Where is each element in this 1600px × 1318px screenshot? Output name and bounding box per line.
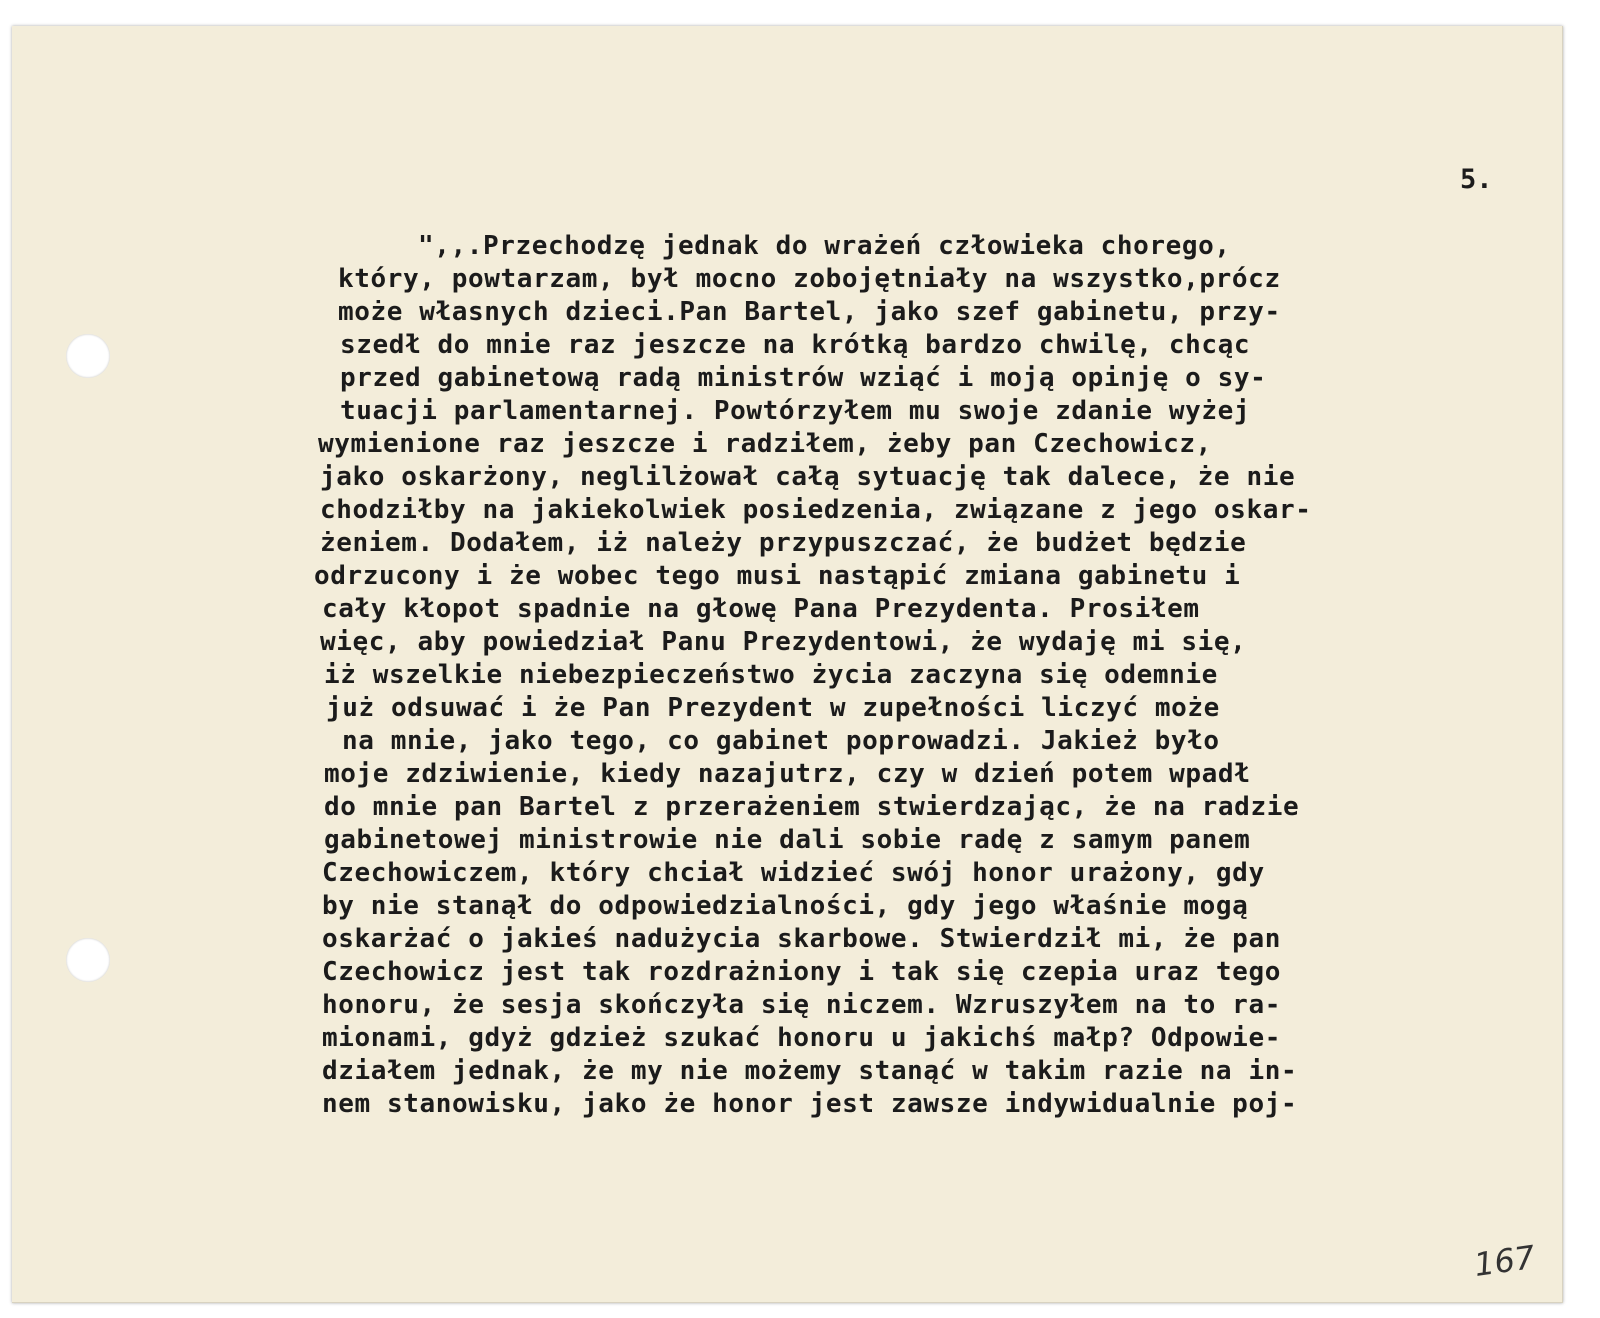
archive-folio-number: 167 [1471,1237,1538,1285]
text-line: honoru, że sesja skończyła się niczem. Wzruszyłem na to ra- [322,990,1281,1020]
text-line: już odsuwać i że Pan Prezydent w zupełności liczyć może [326,693,1220,723]
text-line: nem stanowisku, jako że honor jest zawsze indywidualnie poj- [322,1089,1298,1119]
text-line: iż wszelkie niebezpieczeństwo życia zaczyna się odemnie [324,660,1218,690]
text-line: na mnie, jako tego, co gabinet poprowadzi. Jakież było [342,726,1220,756]
text-line: Czechowiczem, który chciał widzieć swój honor urażony, gdy [322,858,1265,888]
text-line: przed gabinetową radą ministrów wziąć i moją opinję o sy- [340,363,1267,393]
text-line: ",,.Przechodzę jednak do wrażeń człowieka chorego, [418,231,1231,261]
text-line: by nie stanął do odpowiedzialności, gdy jego właśnie mogą [322,891,1249,921]
typewritten-page [12,26,1563,1303]
text-line: gabinetowej ministrowie nie dali sobie radę z samym panem [324,825,1251,855]
page-number: 5. [1460,164,1493,195]
text-line: mionami, gdyż gdzież szukać honoru u jakichś małp? Odpowie- [322,1023,1281,1053]
text-line: działem jednak, że my nie możemy stanąć w takim razie na in- [322,1056,1298,1086]
text-line: więc, aby powiedział Panu Prezydentowi, że wydaję mi się, [320,627,1247,657]
text-line: do mnie pan Bartel z przerażeniem stwierdzając, że na radzie [324,792,1300,822]
text-line: szedł do mnie raz jeszcze na krótką bardzo chwilę, chcąc [340,330,1251,360]
text-line: żeniem. Dodałem, iż należy przypuszczać, że budżet będzie [320,528,1247,558]
text-line: oskarżać o jakieś nadużycia skarbowe. Stwierdził mi, że pan [322,924,1281,954]
text-line: chodziłby na jakiekolwiek posiedzenia, związane z jego oskar- [320,495,1312,525]
text-line: może własnych dzieci.Pan Bartel, jako szef gabinetu, przy- [338,297,1281,327]
text-line: odrzucony i że wobec tego musi nastąpić zmiana gabinetu i [314,561,1241,591]
letter-body [12,26,1562,1302]
text-line: wymienione raz jeszcze i radziłem, żeby pan Czechowicz, [318,429,1212,459]
text-line: tuacji parlamentarnej. Powtórzyłem mu swoje zdanie wyżej [340,396,1251,426]
text-line: cały kłopot spadnie na głowę Pana Prezydenta. Prosiłem [322,594,1200,624]
text-line: Czechowicz jest tak rozdrażniony i tak się czepia uraz tego [322,957,1281,987]
text-line: jako oskarżony, neglilżował całą sytuację tak dalece, że nie [320,462,1296,492]
text-line: który, powtarzam, był mocno zobojętniały na wszystko,prócz [338,264,1281,294]
text-line: moje zdziwienie, kiedy nazajutrz, czy w dzień potem wpadł [324,759,1251,789]
